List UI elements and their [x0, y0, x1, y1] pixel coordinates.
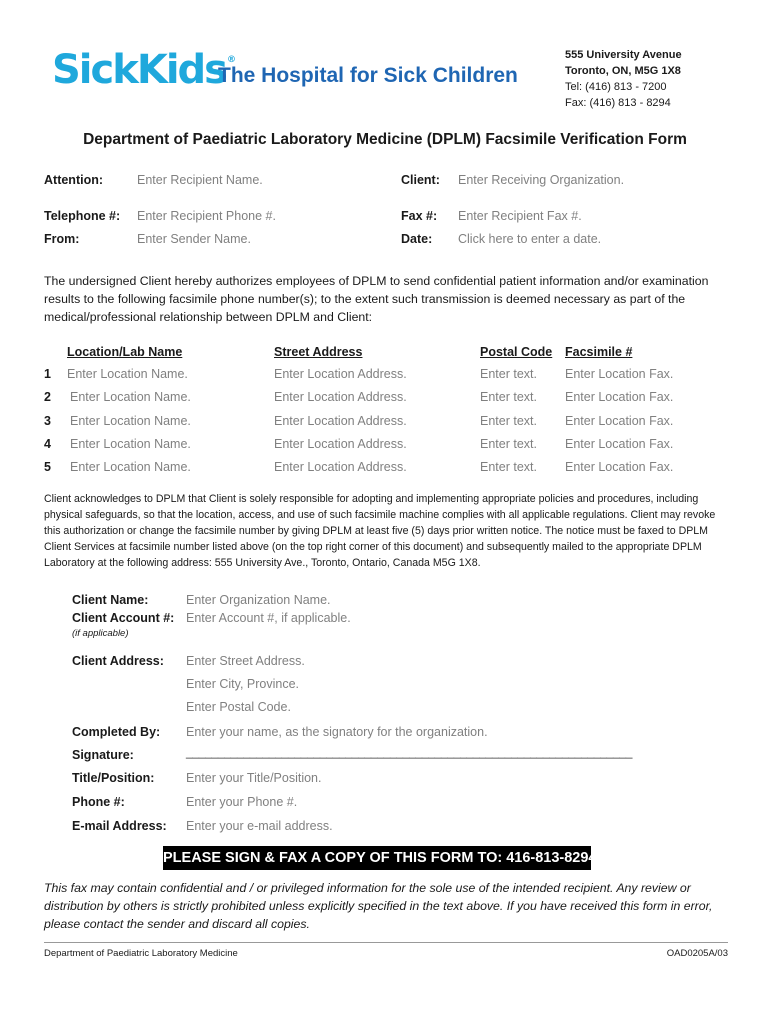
fax-instruction-banner: PLEASE SIGN & FAX A COPY OF THIS FORM TO: 416-813-8294	[163, 846, 591, 870]
hospital-address	[565, 47, 682, 111]
row-number: 2	[44, 390, 51, 404]
sickkids-logo	[52, 47, 236, 93]
registered-mark: ®	[226, 55, 236, 65]
location-fax-field[interactable]: Enter Location Fax.	[565, 414, 674, 428]
confidentiality-disclaimer: This fax may contain confidential and / or privileged information for the sole use of the intended recipient. Any review or distribution by others is strictly prohibited unless explicitly specified in the text above. If you have received this form in error, please contact the sender and discard all copies.	[44, 881, 713, 931]
location-postal-field[interactable]: Enter text.	[480, 460, 537, 474]
location-postal-field[interactable]: Enter text.	[480, 437, 537, 451]
client-account-label: Client Account #:	[72, 611, 175, 625]
location-address-field[interactable]: Enter Location Address.	[274, 414, 407, 428]
client-city-field[interactable]: Enter City, Province.	[186, 677, 300, 691]
title-position-label: Title/Position:	[72, 771, 155, 785]
header-postal: Postal Code	[480, 345, 553, 359]
location-name-field[interactable]: Enter Location Name.	[67, 367, 188, 381]
location-address-field[interactable]: Enter Location Address.	[274, 390, 407, 404]
fax-field[interactable]: Enter Recipient Fax #.	[458, 209, 582, 223]
row-number: 3	[44, 414, 51, 428]
hospital-fax: Fax: (416) 813 - 8294	[565, 97, 671, 109]
row-number: 4	[44, 437, 51, 451]
fax-label: Fax #:	[401, 209, 438, 223]
client-name-field[interactable]: Enter Organization Name.	[186, 593, 331, 607]
attention-label: Attention:	[44, 173, 104, 187]
form-title: Department of Paediatric Laboratory Medicine (DPLM) Facsimile Verification Form	[83, 131, 687, 148]
address-line-2: Toronto, ON, M5G 1X8	[565, 65, 681, 77]
attention-field[interactable]: Enter Recipient Name.	[137, 173, 263, 187]
date-label: Date:	[401, 232, 433, 246]
client-address-label: Client Address:	[72, 654, 164, 668]
signature-label: Signature:	[72, 748, 134, 762]
title-position-field[interactable]: Enter your Title/Position.	[186, 771, 322, 785]
footer-form-code: OAD0205A/03	[666, 948, 728, 959]
phone-label: Phone #:	[72, 795, 125, 809]
header-street: Street Address	[274, 345, 363, 359]
footer-department: Department of Paediatric Laboratory Medicine	[44, 948, 238, 959]
header-fax: Facsimile #	[565, 345, 633, 359]
signature-line[interactable]: ______________________________________________________________________	[186, 745, 633, 759]
client-street-field[interactable]: Enter Street Address.	[186, 654, 305, 668]
completed-by-label: Completed By:	[72, 725, 161, 739]
client-account-field[interactable]: Enter Account #, if applicable.	[186, 611, 351, 625]
location-fax-field[interactable]: Enter Location Fax.	[565, 390, 674, 404]
row-number: 1	[44, 367, 51, 381]
date-field[interactable]: Click here to enter a date.	[458, 232, 602, 246]
email-field[interactable]: Enter your e-mail address.	[186, 819, 333, 833]
from-label: From:	[44, 232, 80, 246]
acknowledgement-paragraph: Client acknowledges to DPLM that Client is solely responsible for adopting and implementing appropriate policies and procedures, including physical safeguards, so that the location, access, and use of such facsimile machine complies with all applicable regulations. Client may revoke this authorization or change the facsimile number by giving DPLM at least five (5) days prior written notice. The notice must be faxed to DPLM Client Services at facsimile number listed above (on the top right corner of this document) and subsequently mailed to the appropriate DPLM Laboratory at the following address: 555 University Ave., Toronto, Ontario, Canada M5G 1X8.	[44, 493, 716, 569]
row-number: 5	[44, 460, 51, 474]
location-postal-field[interactable]: Enter text.	[480, 414, 537, 428]
telephone-field[interactable]: Enter Recipient Phone #.	[137, 209, 276, 223]
hospital-tel: Tel: (416) 813 - 7200	[565, 81, 667, 93]
location-fax-field[interactable]: Enter Location Fax.	[565, 460, 674, 474]
address-line-1: 555 University Avenue	[565, 49, 682, 61]
location-address-field[interactable]: Enter Location Address.	[274, 367, 407, 381]
email-label: E-mail Address:	[72, 819, 167, 833]
client-field[interactable]: Enter Receiving Organization.	[458, 173, 625, 187]
location-postal-field[interactable]: Enter text.	[480, 367, 537, 381]
location-address-field[interactable]: Enter Location Address.	[274, 437, 407, 451]
location-fax-field[interactable]: Enter Location Fax.	[565, 437, 674, 451]
account-note: (if applicable)	[72, 628, 129, 639]
telephone-label: Telephone #:	[44, 209, 121, 223]
phone-field[interactable]: Enter your Phone #.	[186, 795, 298, 809]
location-name-field[interactable]: Enter Location Name.	[70, 414, 191, 428]
client-name-label: Client Name:	[72, 593, 149, 607]
location-name-field[interactable]: Enter Location Name.	[70, 460, 191, 474]
logo-text: SickKids	[52, 47, 226, 93]
location-name-field[interactable]: Enter Location Name.	[70, 437, 191, 451]
client-postal-field[interactable]: Enter Postal Code.	[186, 700, 291, 714]
completed-by-field[interactable]: Enter your name, as the signatory for the organization.	[186, 725, 488, 739]
header-location: Location/Lab Name	[67, 345, 183, 359]
hospital-name: The Hospital for Sick Children	[218, 64, 518, 87]
location-name-field[interactable]: Enter Location Name.	[70, 390, 191, 404]
client-label: Client:	[401, 173, 440, 187]
location-address-field[interactable]: Enter Location Address.	[274, 460, 407, 474]
footer-divider	[44, 942, 728, 943]
from-field[interactable]: Enter Sender Name.	[137, 232, 251, 246]
location-postal-field[interactable]: Enter text.	[480, 390, 537, 404]
location-fax-field[interactable]: Enter Location Fax.	[565, 367, 674, 381]
authorization-paragraph: The undersigned Client hereby authorizes employees of DPLM to send confidential patient information and/or examination results to the following facsimile phone number(s); to the extent such transmission is deemed necessary as part of the medical/professional relationship between DPLM and Client:	[44, 274, 709, 324]
